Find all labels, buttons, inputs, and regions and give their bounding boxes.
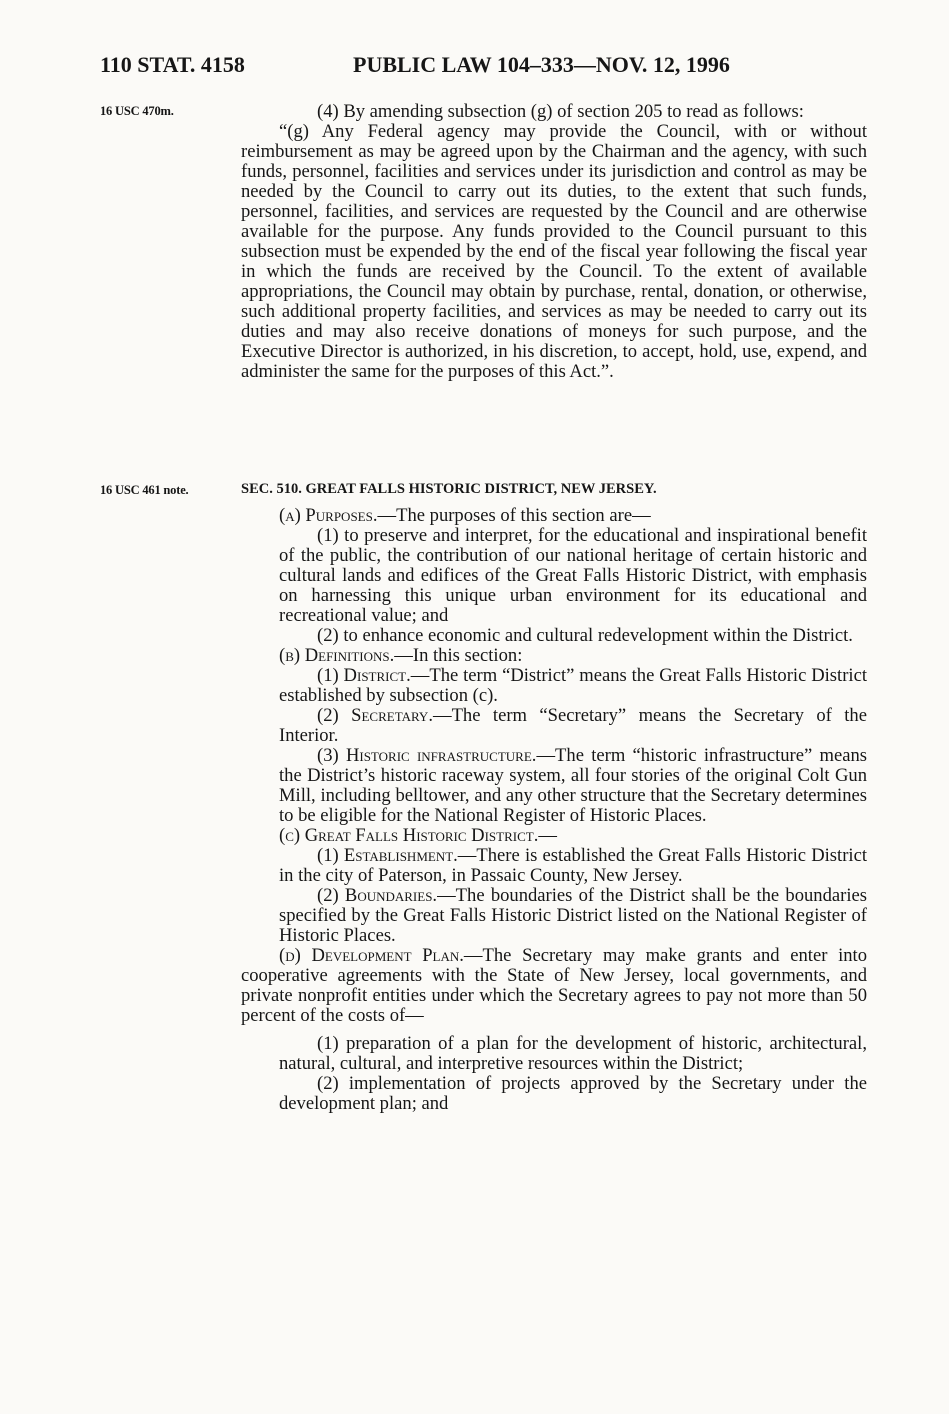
paragraph-b2-label: (2) Secretary. [317,705,433,726]
margin-note-usc-461: 16 USC 461 note. [100,483,189,497]
subsection-a [241,506,867,526]
subsection-b [241,646,867,666]
section-heading: SEC. 510. GREAT FALLS HISTORIC DISTRICT, NEW JERSEY. [241,481,657,497]
subsection-b-text: —In this section: [394,645,523,666]
amendment-intro: (4) By amending subsection (g) of section 205 to read as follows: [317,101,804,122]
subsection-b-label: (b) Definitions. [279,645,395,666]
margin-note-usc-470m: 16 USC 470m. [100,104,174,118]
paragraph-b3 [241,746,867,826]
paragraph-b1-text: —The term “District” means the Great Falls Historic District established by subsection (c). [279,665,867,706]
subsection-c-label: (c) Great Falls Historic District. [279,825,539,846]
paragraph-b2-text: —The term “Secretary” means the Secretary of the Interior. [279,705,867,746]
paragraph-c2-label: (2) Boundaries. [317,885,438,906]
subsection-a-text: —The purposes of this section are— [377,505,651,526]
page-header [100,52,865,84]
paragraph-b1 [241,666,867,706]
section-body [241,506,867,1114]
subsection-c-text: — [538,825,557,846]
paragraph-c2 [241,886,867,946]
paragraph-b1-label: (1) District. [317,665,411,686]
paragraph-d1: (1) preparation of a plan for the development of historic, architectural, natural, cultural, and interpretive resources within the District; [279,1033,867,1074]
amendment-block [241,102,867,382]
paragraph-b3-text: —The term “historic infrastructure” means the District’s historic raceway system, all four stories of the original Colt Gun Mill, including belltower, and any other structure that the Secretary determines to be eligible for the National Register of Historic Places. [279,745,867,826]
paragraph-b3-label: (3) Historic infrastructure. [317,745,537,766]
paragraph-c1 [241,846,867,886]
amendment-text-g: “(g) Any Federal agency may provide the Council, with or without reimbursement as may be agreed upon by the Chairman and the agency, with such funds, personnel, facilities and services under its jurisdiction and control as may be needed by the Council to carry out its duties, to the extent that such funds, personnel, facilities, and services are requested by the Council and are otherwise available for the purpose. Any funds provided to the Council pursuant to this subsection must be expended by the end of the fiscal year following the fiscal year in which the funds are received by the Council. To the extent of available appropriations, the Council may obtain by purchase, rental, donation, or otherwise, such additional property facilities, and services as may be needed to carry out its duties and may also receive donations of moneys for such purpose, and the Executive Director is authorized, in his discretion, to accept, hold, use, expend, and administer the same for the purposes of this Act.”. [241,121,867,382]
paragraph-b2 [241,706,867,746]
subsection-c [241,826,867,846]
subsection-d-label: (d) Development Plan. [279,945,464,966]
paragraph-c1-text: —There is established the Great Falls Historic District in the city of Paterson, in Passaic County, New Jersey. [279,845,867,886]
statute-page-number: 110 STAT. 4158 [100,52,245,77]
paragraph-a2: (2) to enhance economic and cultural redevelopment within the District. [317,625,853,646]
subsection-a-label: (a) Purposes. [279,505,378,526]
paragraph-a1: (1) to preserve and interpret, for the educational and inspirational benefit of the public, the contribution of our national heritage of certain historic and cultural lands and edifices of the Great Falls Historic District, with emphasis on harnessing this unique urban environment for its educational and recreational value; and [279,525,867,626]
subsection-d-text: —The Secretary may make grants and enter into cooperative agreements with the State of New Jersey, local governments, and private nonprofit entities under which the Secretary agrees to pay not more than 50 percent of the costs of— [241,945,867,1026]
subsection-d [241,946,867,1026]
paragraph-c1-label: (1) Establishment. [317,845,458,866]
paragraph-d2: (2) implementation of projects approved by the Secretary under the development plan; and [279,1073,867,1114]
public-law-title: PUBLIC LAW 104–333—NOV. 12, 1996 [353,52,730,77]
paragraph-c2-text: —The boundaries of the District shall be the boundaries specified by the Great Falls Historic District listed on the National Register of Historic Places. [279,885,867,946]
